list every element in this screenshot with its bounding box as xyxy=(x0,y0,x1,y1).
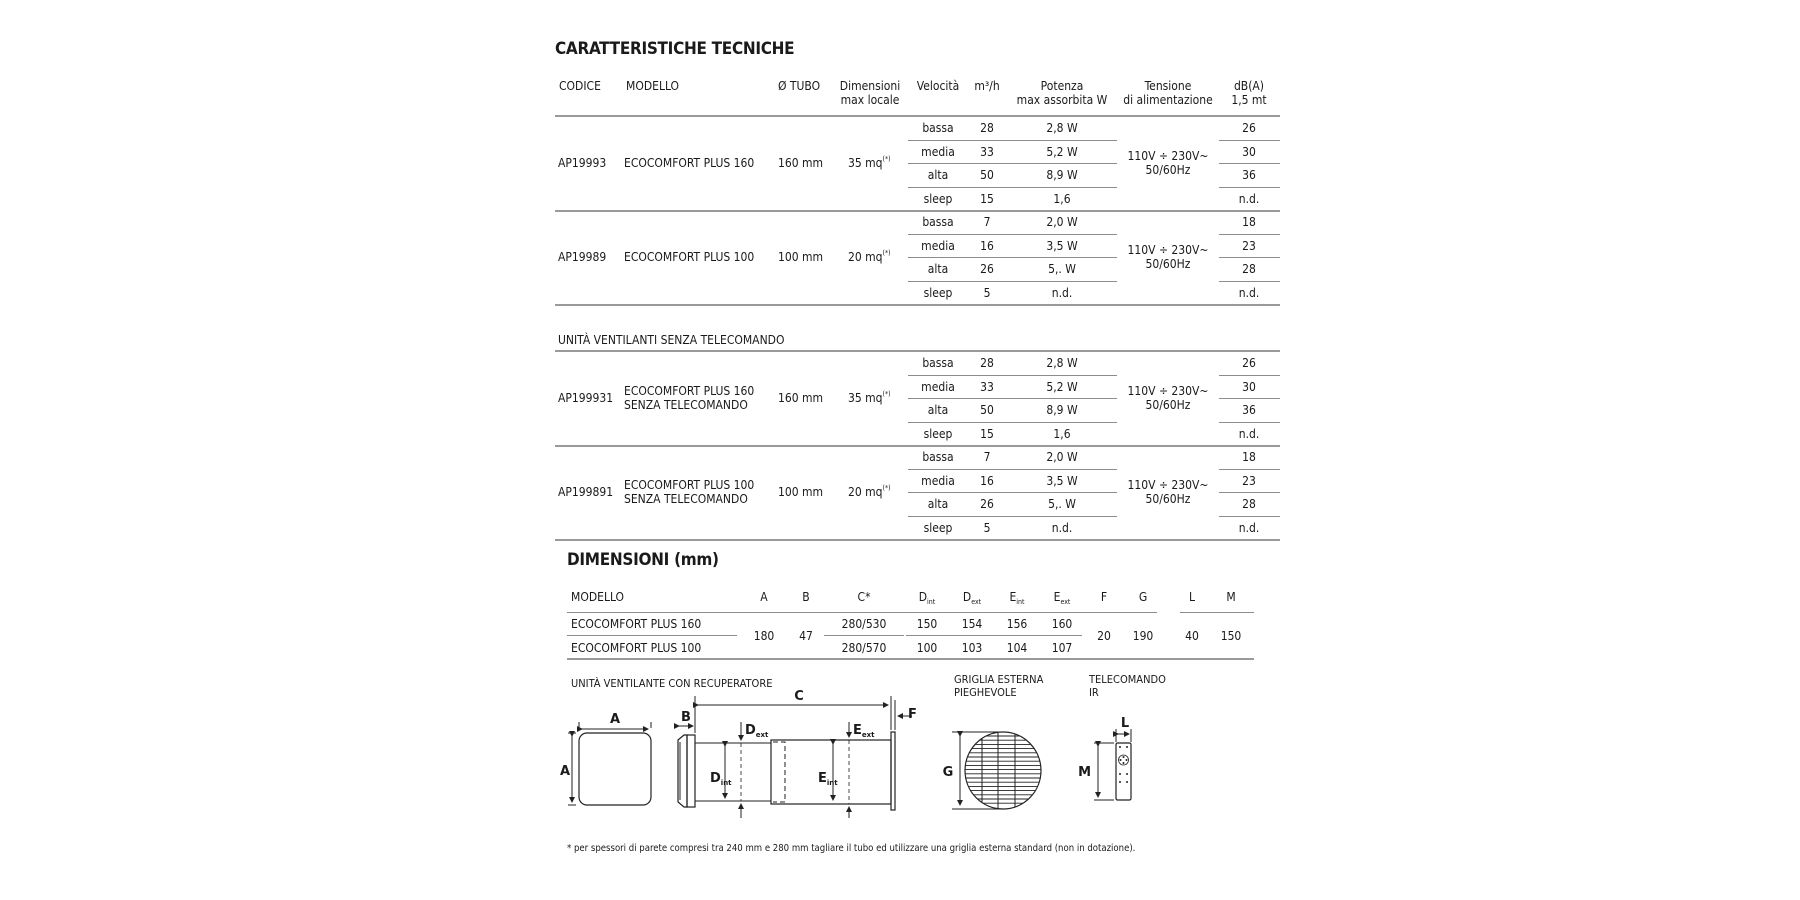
dim-shared-m: 150 xyxy=(1220,629,1242,643)
portata: 26 xyxy=(980,262,994,276)
potenza: 5,. W xyxy=(1048,497,1076,511)
tensione-line2: 50/60Hz xyxy=(1145,163,1191,177)
dim-row1-modello: ECOCOMFORT PLUS 160 xyxy=(571,617,702,631)
db: 18 xyxy=(1242,450,1256,464)
dim-shared-b: 47 xyxy=(799,629,813,643)
remote-buttons xyxy=(1119,746,1128,783)
portata: 33 xyxy=(980,144,994,159)
header-db-line1: dB(A) xyxy=(1233,79,1265,93)
header-velocita: Velocità xyxy=(916,79,960,93)
velocita: alta xyxy=(927,403,949,417)
diagram-label-grill-line2: PIEGHEVOLE xyxy=(954,686,1017,699)
velocita: bassa xyxy=(922,215,954,229)
diagram-label-remote-line2: IR xyxy=(1089,686,1099,699)
dim-header-d-int: $D_{int}$ xyxy=(918,590,936,606)
potenza: 2,8 W xyxy=(1046,356,1078,370)
dim-row2-d-ext: 103 xyxy=(961,641,983,655)
header-tensione-line2: di alimentazione xyxy=(1123,93,1213,107)
potenza: 5,2 W xyxy=(1046,379,1078,394)
portata: 26 xyxy=(980,497,994,511)
dim-row1-d-ext: 154 xyxy=(961,617,983,631)
label-e-int: $E_{int}$ xyxy=(818,771,838,787)
tensione-line2: 50/60Hz xyxy=(1145,492,1191,506)
dim-header-c: C* xyxy=(857,590,871,604)
dim-shared-f: 20 xyxy=(1097,629,1111,643)
portata: 16 xyxy=(980,473,994,488)
label-a-side: A xyxy=(559,764,570,779)
db: 23 xyxy=(1242,238,1256,253)
velocita: bassa xyxy=(922,450,954,464)
modello: ECOCOMFORT PLUS 100 xyxy=(624,250,755,264)
header-dimensioni-line1: Dimensioni xyxy=(839,79,901,93)
portata: 5 xyxy=(983,520,991,535)
modello-line1: ECOCOMFORT PLUS 160 xyxy=(624,384,755,398)
potenza: 1,6 xyxy=(1053,426,1071,441)
velocita: alta xyxy=(927,168,949,182)
page-title: CARATTERISTICHE TECNICHE xyxy=(555,39,795,59)
db: n.d. xyxy=(1238,426,1260,441)
velocita: bassa xyxy=(922,121,954,135)
db: 36 xyxy=(1242,168,1256,182)
modello-line1: ECOCOMFORT PLUS 100 xyxy=(624,478,755,492)
dim-header-m: M xyxy=(1226,590,1236,604)
label-a-top: A xyxy=(609,712,621,727)
tensione-line1: 110V ÷ 230V~ xyxy=(1127,478,1209,492)
footnote: * per spessori di parete compresi tra 240 mm e 280 mm tagliare il tubo ed utilizzare una griglia esterna standard (non in dotazione). xyxy=(567,843,1136,854)
velocita: sleep xyxy=(923,520,953,535)
velocita: alta xyxy=(927,262,949,276)
header-db-line2: 1,5 mt xyxy=(1231,93,1267,107)
portata: 16 xyxy=(980,238,994,253)
label-b: B xyxy=(681,710,691,725)
tensione-line1: 110V ÷ 230V~ xyxy=(1127,384,1209,398)
potenza: 5,. W xyxy=(1048,262,1076,276)
tensione-line2: 50/60Hz xyxy=(1145,257,1191,271)
portata: 15 xyxy=(980,191,994,206)
db: 18 xyxy=(1242,215,1256,229)
velocita: media xyxy=(921,473,955,488)
velocita: media xyxy=(921,379,955,394)
db: 36 xyxy=(1242,403,1256,417)
modello-line2: SENZA TELECOMANDO xyxy=(624,492,748,506)
portata: 33 xyxy=(980,379,994,394)
dim-header-g: G xyxy=(1138,590,1148,604)
header-dimensioni-line2: max locale xyxy=(840,93,900,107)
velocita: media xyxy=(921,144,955,159)
label-c: C xyxy=(794,689,804,704)
portata: 50 xyxy=(980,168,994,182)
codice: AP199891 xyxy=(558,485,614,499)
section-title-senza-telecomando: UNITÀ VENTILANTI SENZA TELECOMANDO xyxy=(558,333,785,347)
dim-row2-e-ext: 107 xyxy=(1051,641,1073,655)
dim-row2-modello: ECOCOMFORT PLUS 100 xyxy=(571,641,702,655)
db: 28 xyxy=(1242,262,1256,276)
potenza: 8,9 W xyxy=(1046,403,1078,417)
label-l: L xyxy=(1120,716,1130,731)
diagram-label-unit: UNITÀ VENTILANTE CON RECUPERATORE xyxy=(571,677,773,690)
dim-row1-c: 280/530 xyxy=(841,617,887,631)
tensione-line1: 110V ÷ 230V~ xyxy=(1127,243,1209,257)
dim-row1-e-int: 156 xyxy=(1006,617,1028,631)
db: n.d. xyxy=(1238,520,1260,535)
db: 26 xyxy=(1242,121,1256,135)
dimensions-title: DIMENSIONI (mm) xyxy=(567,550,719,570)
label-d-int: $D_{int}$ xyxy=(710,771,732,787)
velocita: media xyxy=(921,238,955,253)
label-d-ext: $D_{ext}$ xyxy=(745,723,769,739)
portata: 28 xyxy=(980,356,994,370)
front-panel-drawing xyxy=(568,722,651,805)
velocita: alta xyxy=(927,497,949,511)
max-locale: 20 mq(*) xyxy=(848,484,891,499)
dim-header-b: B xyxy=(802,590,810,604)
potenza: 2,0 W xyxy=(1046,450,1078,464)
dim-header-d-ext: $D_{ext}$ xyxy=(962,590,982,606)
portata: 7 xyxy=(983,215,991,229)
potenza: n.d. xyxy=(1051,285,1073,300)
tubo: 100 mm xyxy=(778,485,824,499)
velocita: sleep xyxy=(923,191,953,206)
dim-header-a: A xyxy=(760,590,768,604)
header-tensione-line1: Tensione xyxy=(1144,79,1192,93)
db: 26 xyxy=(1242,356,1256,370)
db: 23 xyxy=(1242,473,1256,488)
codice: AP199931 xyxy=(558,391,614,405)
grill-drawing xyxy=(952,732,1041,809)
dim-shared-l: 40 xyxy=(1185,629,1199,643)
remote-drawing xyxy=(1094,729,1131,800)
potenza: 3,5 W xyxy=(1046,238,1078,253)
max-locale: 35 mq(*) xyxy=(848,390,891,405)
label-g: G xyxy=(942,765,954,780)
header-codice: CODICE xyxy=(559,79,601,93)
header-portata: m³/h xyxy=(974,79,1000,93)
potenza: 8,9 W xyxy=(1046,168,1078,182)
max-locale: 20 mq(*) xyxy=(848,249,891,264)
dim-header-e-ext: $E_{ext}$ xyxy=(1053,590,1071,606)
dim-shared-g: 190 xyxy=(1132,629,1154,643)
dim-row2-c: 280/570 xyxy=(841,641,887,655)
portata: 15 xyxy=(980,426,994,441)
db: n.d. xyxy=(1238,285,1260,300)
tubo: 160 mm xyxy=(778,391,824,405)
portata: 50 xyxy=(980,403,994,417)
db: 30 xyxy=(1242,379,1256,394)
dim-shared-a: 180 xyxy=(753,629,775,643)
diagram-label-grill-line1: GRIGLIA ESTERNA xyxy=(954,673,1044,686)
potenza: 1,6 xyxy=(1053,191,1071,206)
label-f: F xyxy=(908,707,917,722)
tubo: 160 mm xyxy=(778,156,824,170)
tensione-line2: 50/60Hz xyxy=(1145,398,1191,412)
velocita: sleep xyxy=(923,285,953,300)
header-potenza-line2: max assorbita W xyxy=(1016,93,1108,107)
dim-header-e-int: $E_{int}$ xyxy=(1009,590,1025,606)
diagram-label-remote-line1: TELECOMANDO xyxy=(1089,673,1166,686)
dim-row2-e-int: 104 xyxy=(1006,641,1028,655)
codice: AP19993 xyxy=(558,156,607,170)
velocita: sleep xyxy=(923,426,953,441)
header-modello: MODELLO xyxy=(626,79,680,93)
db: 28 xyxy=(1242,497,1256,511)
potenza: 2,8 W xyxy=(1046,121,1078,135)
potenza: 2,0 W xyxy=(1046,215,1078,229)
db: n.d. xyxy=(1238,191,1260,206)
dim-row1-d-int: 150 xyxy=(916,617,938,631)
dim-row1-e-ext: 160 xyxy=(1051,617,1073,631)
label-e-ext: $E_{ext}$ xyxy=(853,723,875,739)
dim-header-f: F xyxy=(1100,590,1108,604)
db: 30 xyxy=(1242,144,1256,159)
header-potenza-line1: Potenza xyxy=(1040,79,1084,93)
portata: 7 xyxy=(983,450,991,464)
modello: ECOCOMFORT PLUS 160 xyxy=(624,156,755,170)
potenza: 3,5 W xyxy=(1046,473,1078,488)
dim-row2-d-int: 100 xyxy=(916,641,938,655)
max-locale: 35 mq(*) xyxy=(848,155,891,170)
portata: 5 xyxy=(983,285,991,300)
portata: 28 xyxy=(980,121,994,135)
header-tubo: Ø TUBO xyxy=(778,79,821,93)
side-unit-drawing xyxy=(678,696,912,818)
tensione-line1: 110V ÷ 230V~ xyxy=(1127,149,1209,163)
potenza: 5,2 W xyxy=(1046,144,1078,159)
tubo: 100 mm xyxy=(778,250,824,264)
dim-header-l: L xyxy=(1188,590,1196,604)
label-m: M xyxy=(1078,765,1091,780)
dim-header-modello: MODELLO xyxy=(571,590,625,604)
modello-line2: SENZA TELECOMANDO xyxy=(624,398,748,412)
potenza: n.d. xyxy=(1051,520,1073,535)
velocita: bassa xyxy=(922,356,954,370)
codice: AP19989 xyxy=(558,250,607,264)
